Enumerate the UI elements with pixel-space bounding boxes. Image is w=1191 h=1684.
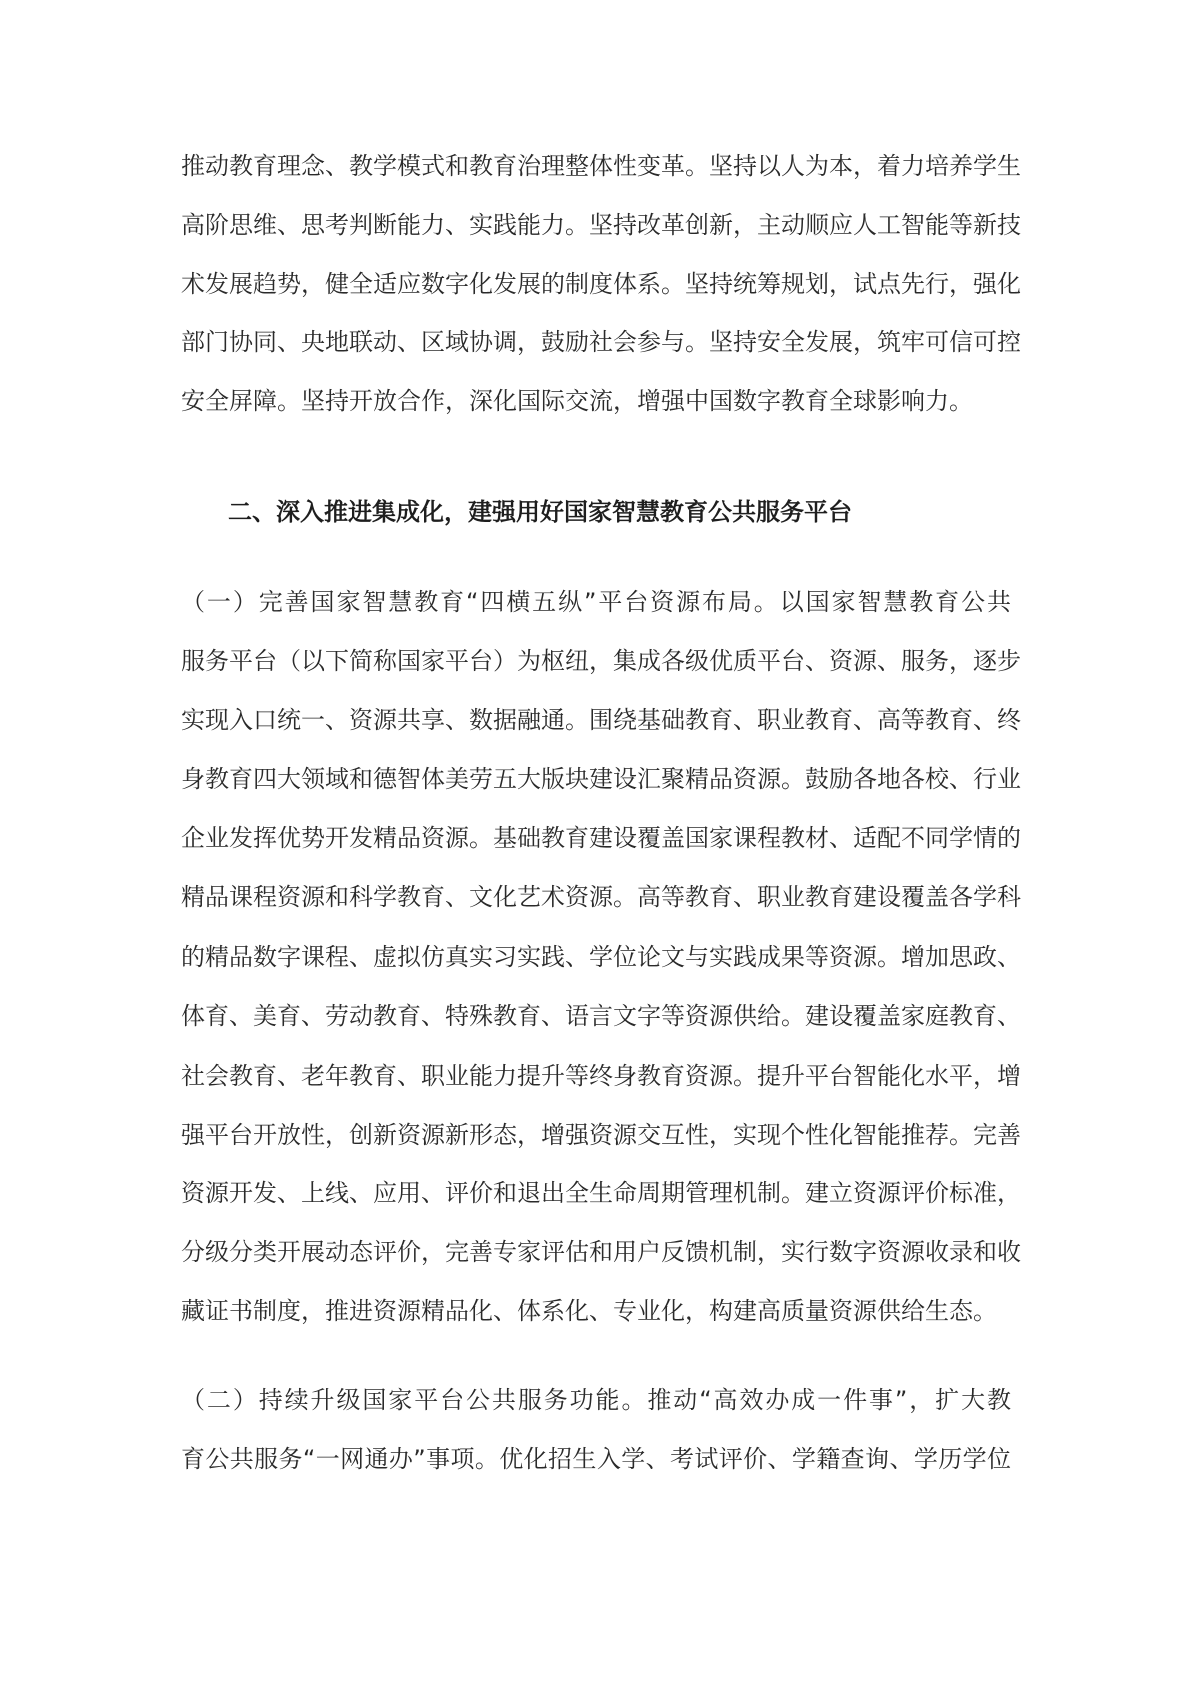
- paragraph-line: 精品课程资源和科学教育、文化艺术资源。高等教育、职业教育建设覆盖各学科: [181, 883, 1021, 911]
- paragraph-line: 推动教育理念、教学模式和教育治理整体性变革。坚持以人为本，着力培养学生: [181, 152, 1021, 180]
- paragraph-line: 育公共服务“一网通办”事项。优化招生入学、考试评价、学籍查询、学历学位: [181, 1445, 1011, 1473]
- paragraph-line: 安全屏障。坚持开放合作，深化国际交流，增强中国数字教育全球影响力。: [181, 387, 973, 415]
- paragraph-line: 的精品数字课程、虚拟仿真实习实践、学位论文与实践成果等资源。增加思政、: [181, 943, 1021, 971]
- paragraph-line: （一）完善国家智慧教育“四横五纵”平台资源布局。以国家智慧教育公共: [181, 588, 1011, 616]
- paragraph-line: 术发展趋势，健全适应数字化发展的制度体系。坚持统筹规划，试点先行，强化: [181, 270, 1021, 298]
- paragraph-line: 社会教育、老年教育、职业能力提升等终身教育资源。提升平台智能化水平，增: [181, 1062, 1021, 1090]
- paragraph-line: 分级分类开展动态评价，完善专家评估和用户反馈机制，实行数字资源收录和收: [181, 1238, 1021, 1266]
- paragraph-line: 企业发挥优势开发精品资源。基础教育建设覆盖国家课程教材、适配不同学情的: [181, 824, 1021, 852]
- paragraph-line: 强平台开放性，创新资源新形态，增强资源交互性，实现个性化智能推荐。完善: [181, 1121, 1021, 1149]
- section-heading: 二、深入推进集成化，建强用好国家智慧教育公共服务平台: [228, 498, 852, 526]
- paragraph-line: 藏证书制度，推进资源精品化、体系化、专业化，构建高质量资源供给生态。: [181, 1297, 997, 1325]
- paragraph-line: 身教育四大领域和德智体美劳五大版块建设汇聚精品资源。鼓励各地各校、行业: [181, 765, 1021, 793]
- paragraph-line: 部门协同、央地联动、区域协调，鼓励社会参与。坚持安全发展，筑牢可信可控: [181, 328, 1021, 356]
- paragraph-line: 资源开发、上线、应用、评价和退出全生命周期管理机制。建立资源评价标准，: [181, 1179, 1021, 1207]
- paragraph-line: （二）持续升级国家平台公共服务功能。推动“高效办成一件事”，扩大教: [181, 1386, 1011, 1414]
- paragraph-line: 体育、美育、劳动教育、特殊教育、语言文字等资源供给。建设覆盖家庭教育、: [181, 1002, 1021, 1030]
- paragraph-line: 高阶思维、思考判断能力、实践能力。坚持改革创新，主动顺应人工智能等新技: [181, 211, 1021, 239]
- paragraph-line: 服务平台（以下简称国家平台）为枢纽，集成各级优质平台、资源、服务，逐步: [181, 647, 1021, 675]
- paragraph-line: 实现入口统一、资源共享、数据融通。围绕基础教育、职业教育、高等教育、终: [181, 706, 1021, 734]
